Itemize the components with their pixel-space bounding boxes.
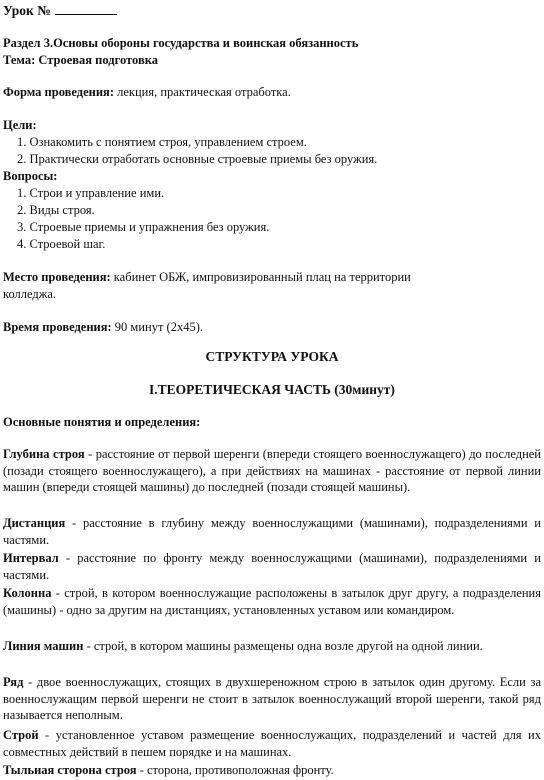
definition-term: Интервал xyxy=(3,551,59,565)
definition-item xyxy=(3,727,541,760)
goal-item: 1. Ознакомить с понятием строя, управлением строем. xyxy=(17,135,307,149)
definition-text: - двое военнослужащих, стоящих в двухшереножном строю в затылок один другому. Если за военнослужащим первой шеренги не стоит в затылок военнослужащий второй шеренги, такой ряд называется неполным. xyxy=(3,675,541,722)
definition-item xyxy=(3,762,541,779)
place-line-2: колледжа. xyxy=(3,287,57,301)
part-title: I.ТЕОРЕТИЧЕСКАЯ ЧАСТЬ (30минут) xyxy=(149,382,395,397)
questions-label: Вопросы: xyxy=(3,169,58,183)
question-item: 1. Строи и управление ими. xyxy=(17,186,165,200)
goals-label: Цели: xyxy=(3,118,37,132)
form-label: Форма проведения: xyxy=(3,85,114,99)
section-heading: Раздел 3.Основы обороны государства и воинская обязанность xyxy=(3,36,359,50)
time-line xyxy=(3,319,203,336)
topic-value: Строевая подготовка xyxy=(38,53,158,67)
form-value: лекция, практическая отработка. xyxy=(117,85,291,99)
structure-title: СТРУКТУРА УРОКА xyxy=(205,349,339,364)
definition-text: - расстояние от первой шеренги (впереди стоящего военнослужащего) до последней (позади стоящего военнослужащего), а при действиях на машинах - расстояние от первой линии машин (впереди стоящей машины) до последней (позади стоящей машины). xyxy=(3,447,541,494)
lesson-number-blank xyxy=(55,2,117,15)
definition-text: - расстояние по фронту между военнослужащими (машинами), подразделениями и частями. xyxy=(3,551,541,582)
definition-term: Дистанция xyxy=(3,516,66,530)
definition-text: - сторона, противоположная фронту. xyxy=(136,763,334,777)
lesson-label: Урок № xyxy=(3,3,51,18)
definition-item xyxy=(3,638,541,655)
definition-text: - строй, в котором военнослужащие расположены в затылок друг другу, а подразделения (машины) - одно за другим на дистанциях, установленных уставом или командиром. xyxy=(3,586,541,617)
definition-text: - установленное уставом размещение военнослужащих, подразделений и частей для их совместных действий в пешем порядке и на машинах. xyxy=(3,728,541,759)
definition-item xyxy=(3,585,541,618)
definition-item xyxy=(3,550,541,583)
concepts-title: Основные понятия и определения: xyxy=(3,415,201,429)
definition-item xyxy=(3,446,541,496)
lesson-number xyxy=(3,2,117,20)
definition-item xyxy=(3,674,541,724)
place-value: кабинет ОБЖ, импровизированный плац на территории xyxy=(113,270,411,284)
place-label: Место проведения: xyxy=(3,270,111,284)
definition-term: Тыльная сторона строя xyxy=(3,763,137,777)
question-item: 3. Строевые приемы и упражнения без оружия. xyxy=(17,220,270,234)
definition-term: Колонна xyxy=(3,586,52,600)
definition-term: Ряд xyxy=(3,675,24,689)
question-item: 2. Виды строя. xyxy=(17,203,95,217)
definition-term: Линия машин xyxy=(3,639,84,653)
definition-item xyxy=(3,515,541,548)
time-label: Время проведения: xyxy=(3,320,112,334)
goal-item: 2. Практически отработать основные строевые приемы без оружия. xyxy=(17,152,378,166)
question-item: 4. Строевой шаг. xyxy=(17,237,106,251)
definition-term: Строй xyxy=(3,728,39,742)
time-value: 90 минут (2х45). xyxy=(114,320,203,334)
definition-term: Глубина строя xyxy=(3,447,85,461)
definition-text: - расстояние в глубину между военнослужащими (машинами), подразделениями и частями. xyxy=(3,516,541,547)
definition-text: - строй, в котором машины размещены одна возле другой на одной линии. xyxy=(83,639,483,653)
place-line xyxy=(3,269,411,286)
form-line xyxy=(3,84,291,101)
topic-line xyxy=(3,52,158,69)
topic-label: Тема: xyxy=(3,53,36,67)
